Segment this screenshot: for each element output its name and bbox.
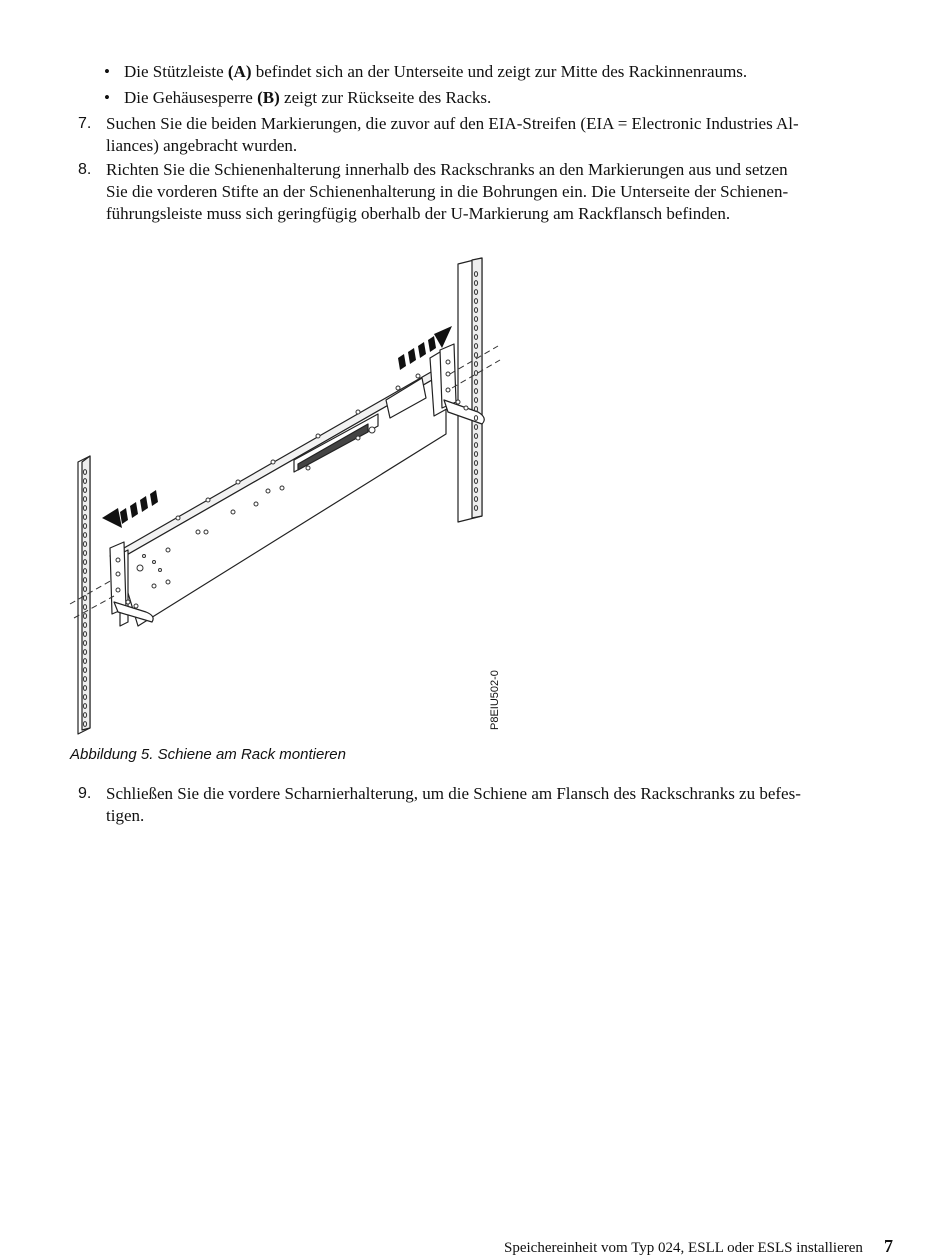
rail-bracket (110, 344, 484, 626)
step-number: 7. (78, 115, 92, 132)
step-text: Richten Sie die Schienenhalterung innerhalb des Rackschranks an den Markierungen aus und setzen Sie die vorderen Stifte an der Schienenhalterung in die Bohrungen ein. Die Unterseite der Schienen- führungsleiste muss sich geringfügig oberhalb der U-Markierung am Rackflansch befinden. (106, 160, 789, 223)
step-text: Suchen Sie die beiden Markierungen, die zuvor auf den EIA-Streifen (EIA = Electronic Industries Al- liances) angebracht wurden. (106, 114, 799, 155)
right-rack-flange (458, 258, 482, 522)
step-number: 8. (78, 161, 92, 178)
label-b: (B) (257, 88, 280, 107)
figure-id-label: P8EIU502-0 (489, 670, 501, 730)
step-text: Schließen Sie die vordere Scharnierhalterung, um die Schiene am Flansch des Rackschranks zu befes- tigen. (106, 784, 801, 825)
step-7 (78, 113, 890, 157)
label-a: (A) (227, 62, 252, 81)
step-9 (78, 783, 890, 827)
page-number: 7 (884, 1236, 893, 1256)
footer-title: Speichereinheit vom Typ 024, ESLL oder ESLS installieren (504, 1240, 863, 1256)
rail-mounting-figure (68, 250, 508, 740)
bullet-text: Die Gehäusesperre (B) zeigt zur Rückseite des Racks. (124, 88, 492, 107)
bullet-marker: • (104, 88, 110, 107)
bullet-text: Die Stützleiste (A) befindet sich an der Unterseite und zeigt zur Mitte des Rackinnenraums. (124, 62, 748, 81)
step-number: 9. (78, 785, 92, 802)
figure-caption: Abbildung 5. Schiene am Rack montieren (70, 746, 346, 763)
bullet-marker: • (104, 62, 110, 81)
arrow-left-icon (102, 490, 158, 528)
step-8 (78, 159, 890, 225)
